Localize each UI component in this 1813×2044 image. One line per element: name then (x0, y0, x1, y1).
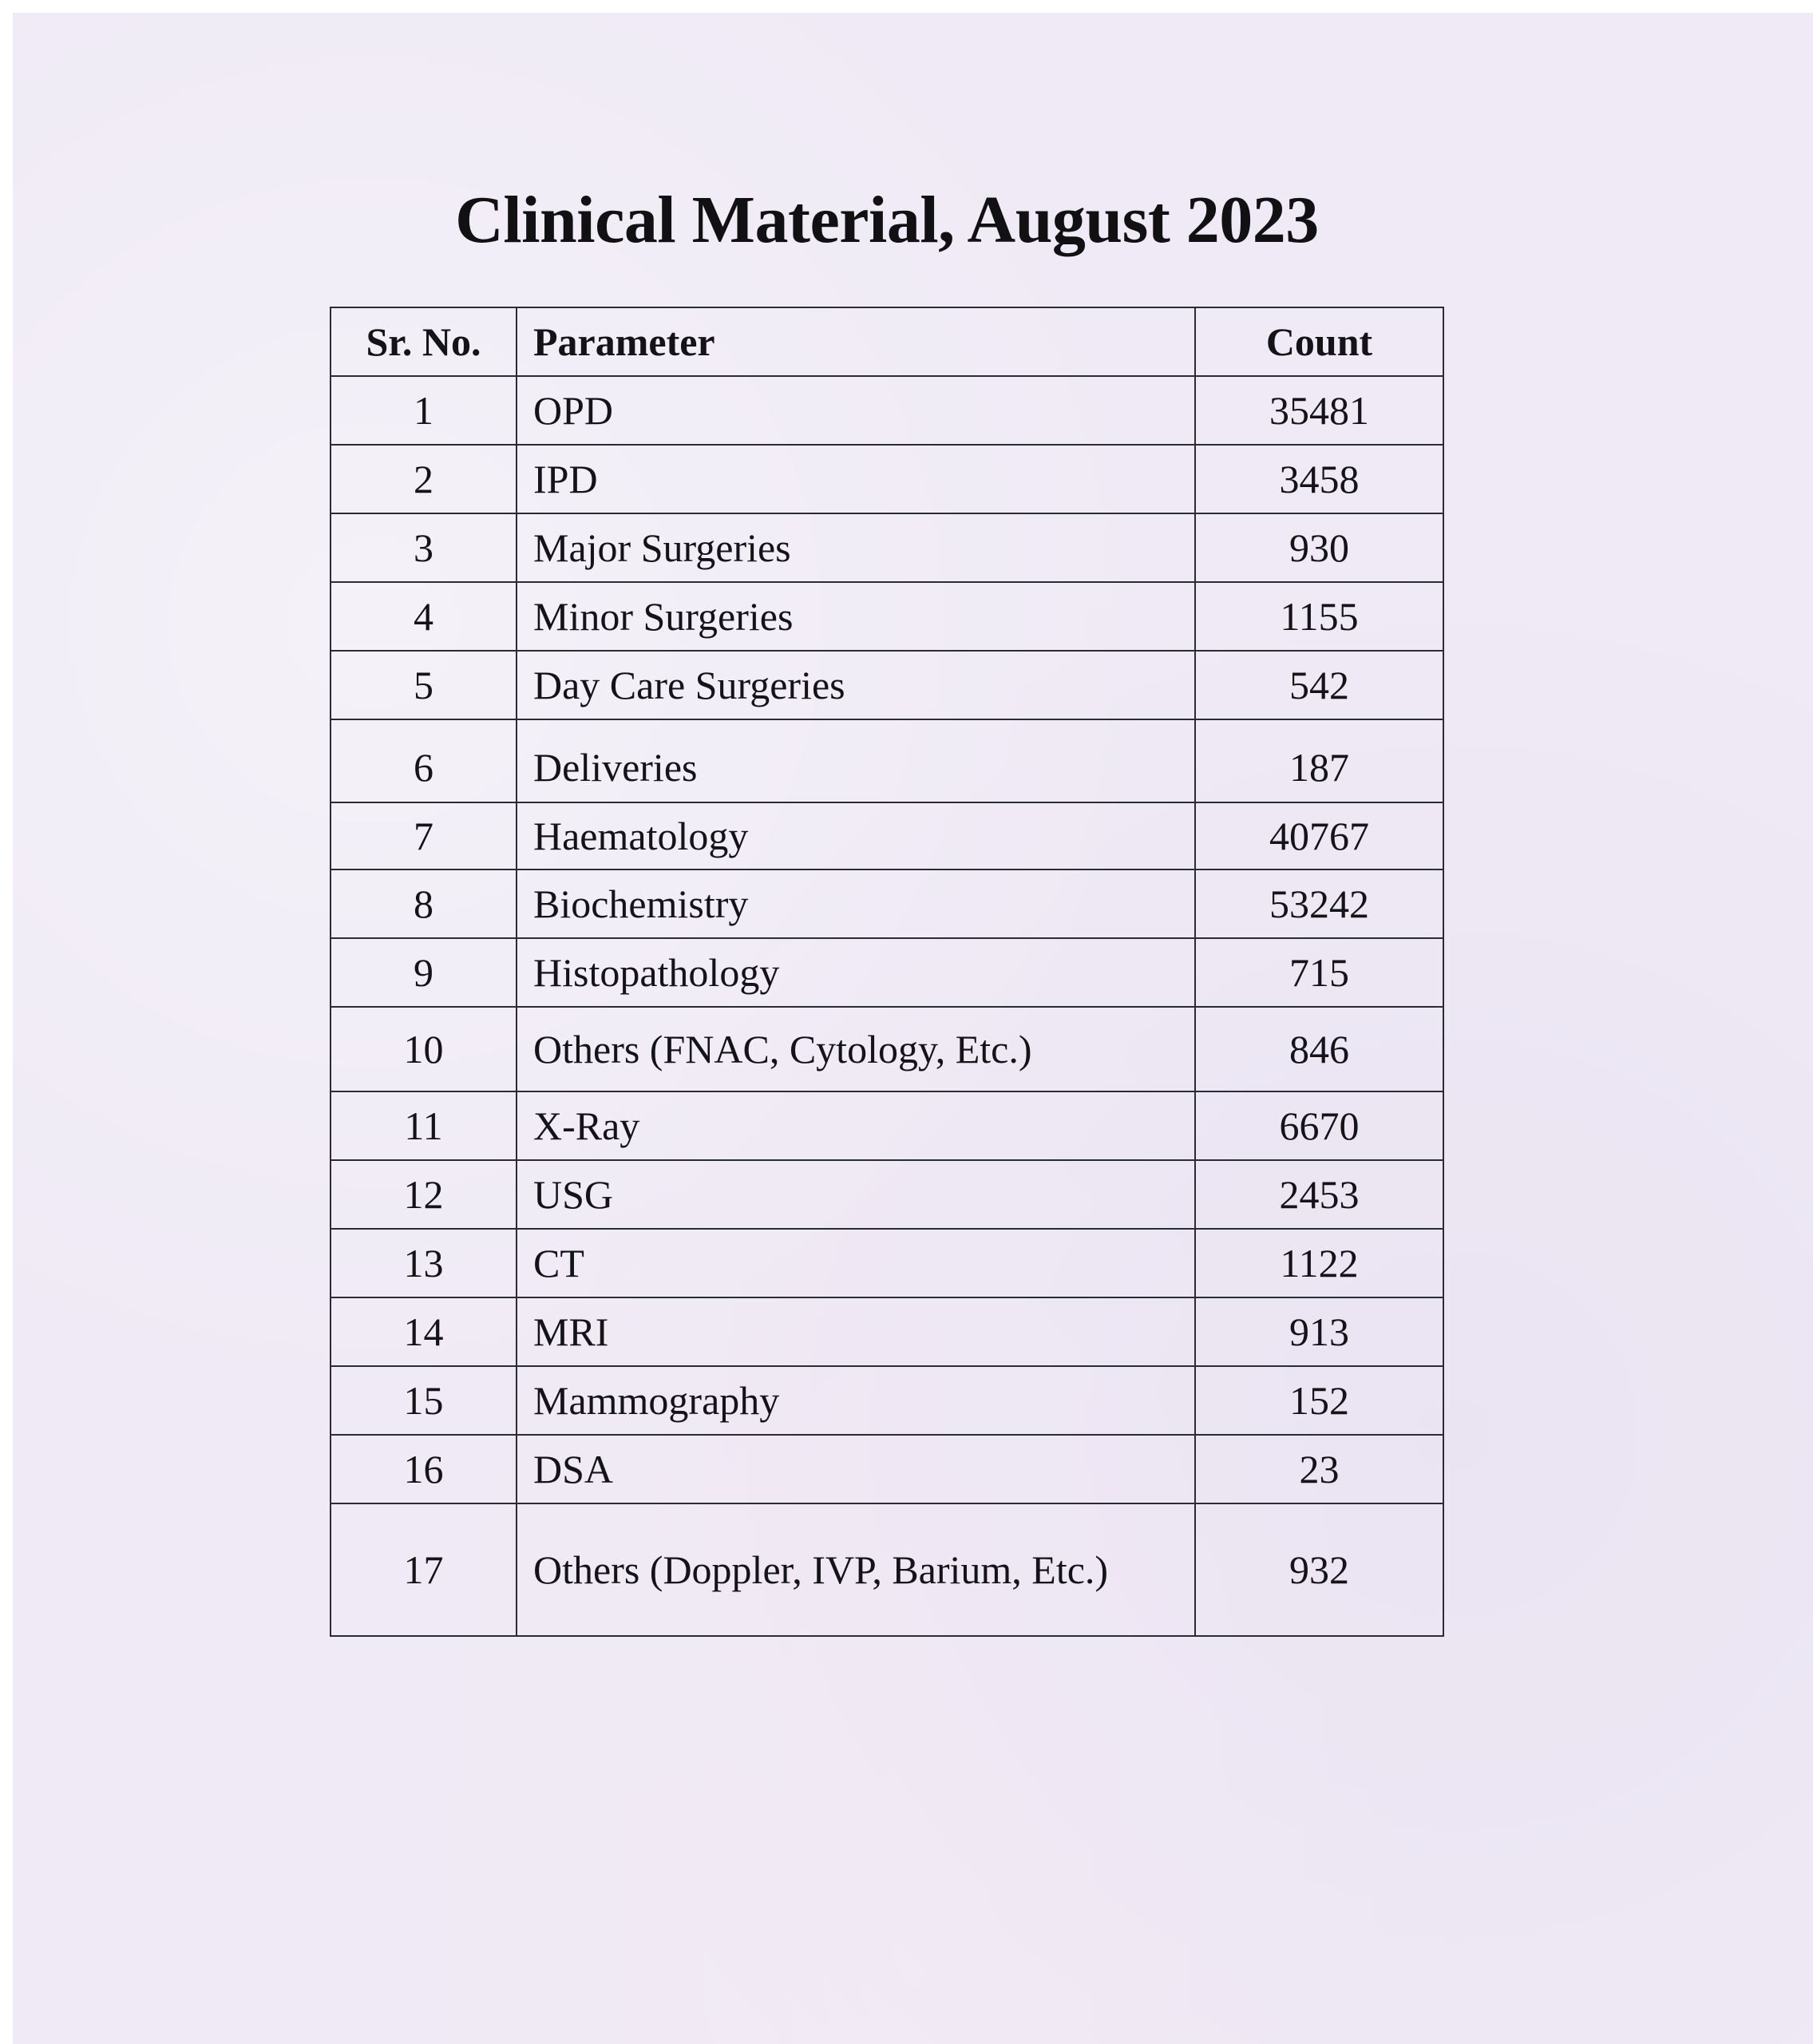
parameter-cell: CT (517, 1229, 1195, 1297)
table-row (331, 651, 1443, 719)
sr-no-cell: 10 (331, 1007, 517, 1091)
table-row (331, 513, 1443, 582)
parameter-cell: X-Ray (517, 1091, 1195, 1160)
count-cell: 542 (1195, 651, 1443, 719)
count-cell: 1155 (1195, 582, 1443, 651)
parameter-cell: IPD (517, 445, 1195, 513)
parameter-cell: Deliveries (517, 719, 1195, 802)
count-cell: 913 (1195, 1297, 1443, 1366)
parameter-cell: MRI (517, 1297, 1195, 1366)
sr-no-cell: 7 (331, 802, 517, 869)
sr-no-cell: 6 (331, 719, 517, 802)
count-cell: 53242 (1195, 869, 1443, 938)
count-cell: 6670 (1195, 1091, 1443, 1160)
sr-no-cell: 16 (331, 1435, 517, 1503)
table-row (331, 1297, 1443, 1366)
table-header-row (331, 307, 1443, 376)
sr-no-cell: 2 (331, 445, 517, 513)
parameter-cell: Others (Doppler, IVP, Barium, Etc.) (517, 1503, 1195, 1636)
parameter-cell: Major Surgeries (517, 513, 1195, 582)
page-title: Clinical Material, August 2023 (455, 183, 1319, 257)
sr-no-cell: 9 (331, 938, 517, 1007)
count-cell: 35481 (1195, 376, 1443, 445)
scanned-page (13, 13, 1813, 2044)
table-row (331, 938, 1443, 1007)
sr-no-cell: 17 (331, 1503, 517, 1636)
table-row (331, 719, 1443, 802)
table-row (331, 1366, 1443, 1435)
parameter-cell: Histopathology (517, 938, 1195, 1007)
sr-no-cell: 5 (331, 651, 517, 719)
sr-no-cell: 1 (331, 376, 517, 445)
parameter-cell: Biochemistry (517, 869, 1195, 938)
table-row (331, 582, 1443, 651)
parameter-cell: Day Care Surgeries (517, 651, 1195, 719)
count-cell: 932 (1195, 1503, 1443, 1636)
sr-no-cell: 3 (331, 513, 517, 582)
sr-no-cell: 4 (331, 582, 517, 651)
table-row (331, 1007, 1443, 1091)
sr-no-cell: 12 (331, 1160, 517, 1229)
count-cell: 2453 (1195, 1160, 1443, 1229)
sr-no-cell: 15 (331, 1366, 517, 1435)
clinical-material-table (330, 307, 1444, 1637)
table-row (331, 1091, 1443, 1160)
count-cell: 187 (1195, 719, 1443, 802)
parameter-cell: Mammography (517, 1366, 1195, 1435)
count-cell: 846 (1195, 1007, 1443, 1091)
count-cell: 3458 (1195, 445, 1443, 513)
sr-no-cell: 11 (331, 1091, 517, 1160)
parameter-cell: USG (517, 1160, 1195, 1229)
count-cell: 1122 (1195, 1229, 1443, 1297)
count-cell: 930 (1195, 513, 1443, 582)
parameter-cell: Others (FNAC, Cytology, Etc.) (517, 1007, 1195, 1091)
count-cell: 152 (1195, 1366, 1443, 1435)
sr-no-cell: 14 (331, 1297, 517, 1366)
count-cell: 715 (1195, 938, 1443, 1007)
column-header-parameter: Parameter (517, 307, 1195, 376)
column-header-count: Count (1195, 307, 1443, 376)
table-row (331, 1160, 1443, 1229)
table-row (331, 1435, 1443, 1503)
table-row (331, 802, 1443, 869)
column-header-sr-no: Sr. No. (331, 307, 517, 376)
sr-no-cell: 8 (331, 869, 517, 938)
parameter-cell: Minor Surgeries (517, 582, 1195, 651)
count-cell: 40767 (1195, 802, 1443, 869)
parameter-cell: OPD (517, 376, 1195, 445)
table-row (331, 1503, 1443, 1636)
count-cell: 23 (1195, 1435, 1443, 1503)
parameter-cell: DSA (517, 1435, 1195, 1503)
parameter-cell: Haematology (517, 802, 1195, 869)
table-row (331, 869, 1443, 938)
table-row (331, 1229, 1443, 1297)
table-row (331, 376, 1443, 445)
sr-no-cell: 13 (331, 1229, 517, 1297)
table-row (331, 445, 1443, 513)
